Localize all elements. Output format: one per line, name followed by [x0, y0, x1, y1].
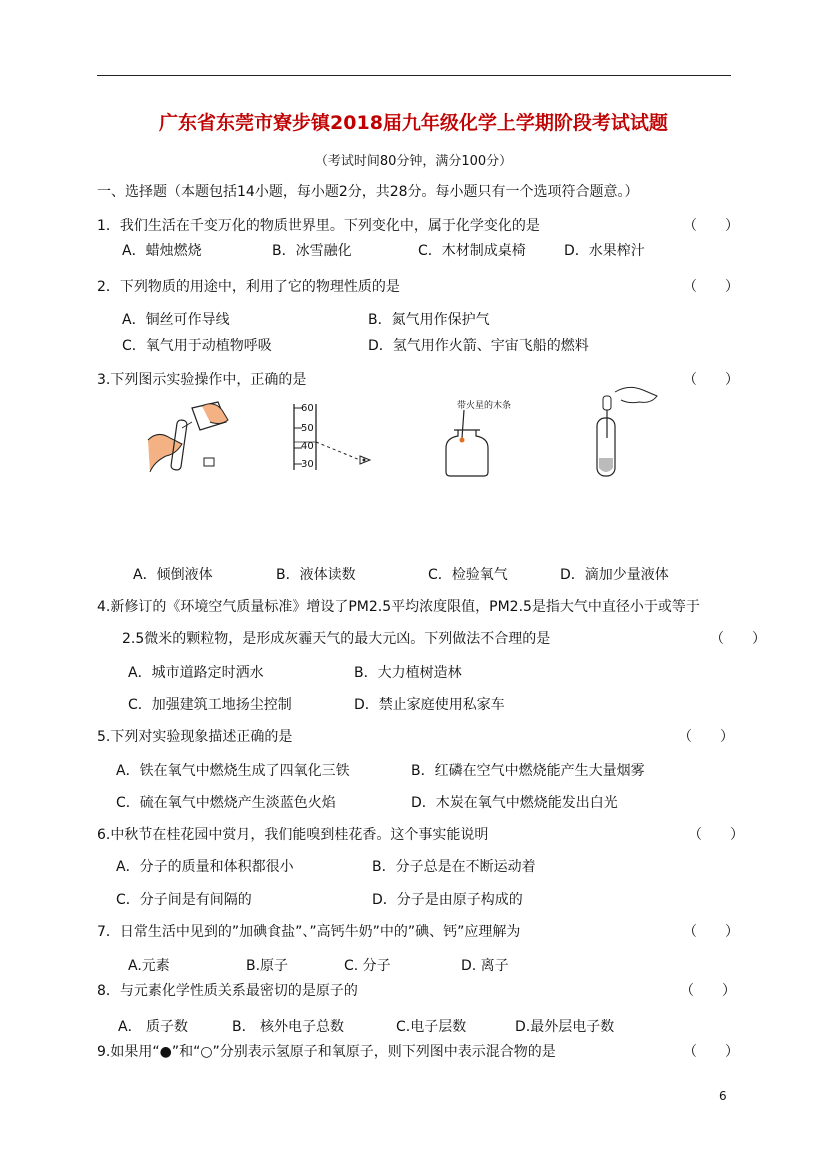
q8-option-a: A． 质子数	[118, 1019, 189, 1035]
q3-option-b: B．液体读数	[276, 567, 356, 583]
q2-stem: 2．下列物质的用途中，利用了它的物理性质的是	[97, 279, 400, 295]
q4-option-b: B．大力植树造林	[354, 665, 462, 681]
q6-option-d: D．分子是由原子构成的	[372, 892, 523, 908]
q5-answer-blank[interactable]: （ ）	[678, 729, 734, 745]
page-title: 广东省东莞市寮步镇2018届九年级化学上学期阶段考试试题	[159, 112, 668, 134]
q1-answer-blank[interactable]: （ ）	[683, 218, 739, 234]
q5-option-a: A．铁在氧气中燃烧生成了四氧化三铁	[116, 763, 350, 779]
splint-label: 带火星的木条	[457, 401, 512, 411]
q6-option-c: C．分子间是有间隔的	[116, 892, 252, 908]
q4-stem-line2: 2.5微米的颗粒物，是形成灰霾天气的最大元凶。下列做法不合理的是	[122, 631, 551, 647]
q8-stem: 8．与元素化学性质关系最密切的是原子的	[97, 983, 358, 999]
q7-answer-blank[interactable]: （ ）	[683, 924, 739, 940]
q3-option-a: A．倾倒液体	[133, 567, 213, 583]
q2-option-b: B．氮气用作保护气	[368, 312, 490, 328]
q9-stem: 9.如果用“●”和“○”分别表示氢原子和氧原子，则下列图中表示混合物的是	[97, 1044, 556, 1060]
q1-option-a: A．蜡烛燃烧	[122, 243, 202, 259]
section-heading: 一、选择题（本题包括14小题，每小题2分，共28分。每小题只有一个选项符合题意。）	[97, 184, 639, 200]
q1-option-c: C．木材制成桌椅	[418, 243, 526, 259]
header-rule	[97, 75, 731, 76]
q4-option-d: D．禁止家庭使用私家车	[354, 697, 505, 713]
q3-option-d: D．滴加少量液体	[560, 567, 669, 583]
q3-answer-blank[interactable]: （ ）	[683, 372, 739, 388]
q8-answer-blank[interactable]: （ ）	[680, 983, 736, 999]
q7-option-a: A.元素	[128, 958, 170, 974]
oxygen-test-figure	[440, 408, 500, 478]
q8-option-c: C.电子层数	[396, 1019, 467, 1035]
q4-answer-blank[interactable]: （ ）	[710, 631, 766, 647]
q3-option-c: C．检验氧气	[428, 567, 508, 583]
tick-label-30: 30	[301, 459, 314, 470]
q4-option-a: A．城市道路定时洒水	[128, 665, 264, 681]
q5-option-c: C．硫在氧气中燃烧产生淡蓝色火焰	[116, 795, 336, 811]
page-number: 6	[719, 1089, 727, 1103]
q2-option-d: D．氢气用作火箭、宇宙飞船的燃料	[368, 338, 589, 354]
q5-stem: 5.下列对实验现象描述正确的是	[97, 729, 293, 745]
q6-stem: 6.中秋节在桂花园中赏月，我们能嗅到桂花香。这个事实能说明	[97, 827, 489, 843]
q2-option-c: C．氧气用于动植物呼吸	[122, 338, 272, 354]
tick-label-40: 40	[301, 441, 314, 452]
q1-stem: 1．我们生活在千变万化的物质世界里。下列变化中，属于化学变化的是	[97, 218, 540, 234]
q7-option-c: C. 分子	[344, 958, 391, 974]
q1-option-d: D．水果榨汁	[564, 243, 645, 259]
q8-option-b: B． 核外电子总数	[232, 1019, 345, 1035]
q6-option-a: A．分子的质量和体积都很小	[116, 859, 294, 875]
tick-label-60: 60	[301, 403, 314, 414]
q1-option-b: B．冰雪融化	[272, 243, 352, 259]
q3-stem: 3.下列图示实验操作中，正确的是	[97, 372, 307, 388]
q4-stem-line1: 4.新修订的《环境空气质量标准》增设了PM2.5平均浓度限值，PM2.5是指大气中直径小于或等于	[97, 599, 700, 615]
q5-option-d: D．木炭在氧气中燃烧能发出白光	[411, 795, 618, 811]
q7-option-d: D. 离子	[461, 958, 509, 974]
tick-label-50: 50	[301, 423, 314, 434]
q6-option-b: B．分子总是在不断运动着	[372, 859, 536, 875]
q4-option-c: C．加强建筑工地扬尘控制	[128, 697, 292, 713]
exam-info: （考试时间80分钟，满分100分）	[314, 154, 513, 169]
q6-answer-blank[interactable]: （ ）	[688, 827, 744, 843]
q7-option-b: B.原子	[246, 958, 289, 974]
q2-option-a: A．铜丝可作导线	[122, 312, 230, 328]
q8-option-d: D.最外层电子数	[515, 1019, 615, 1035]
q9-answer-blank[interactable]: （ ）	[683, 1044, 739, 1060]
dropper-figure	[585, 384, 665, 480]
q2-answer-blank[interactable]: （ ）	[683, 279, 739, 295]
pouring-liquid-figure	[140, 400, 240, 478]
q7-stem: 7．日常生活中见到的”加碘食盐”、”高钙牛奶”中的”碘、钙”应理解为	[97, 924, 521, 940]
q5-option-b: B．红磷在空气中燃烧能产生大量烟雾	[411, 763, 645, 779]
